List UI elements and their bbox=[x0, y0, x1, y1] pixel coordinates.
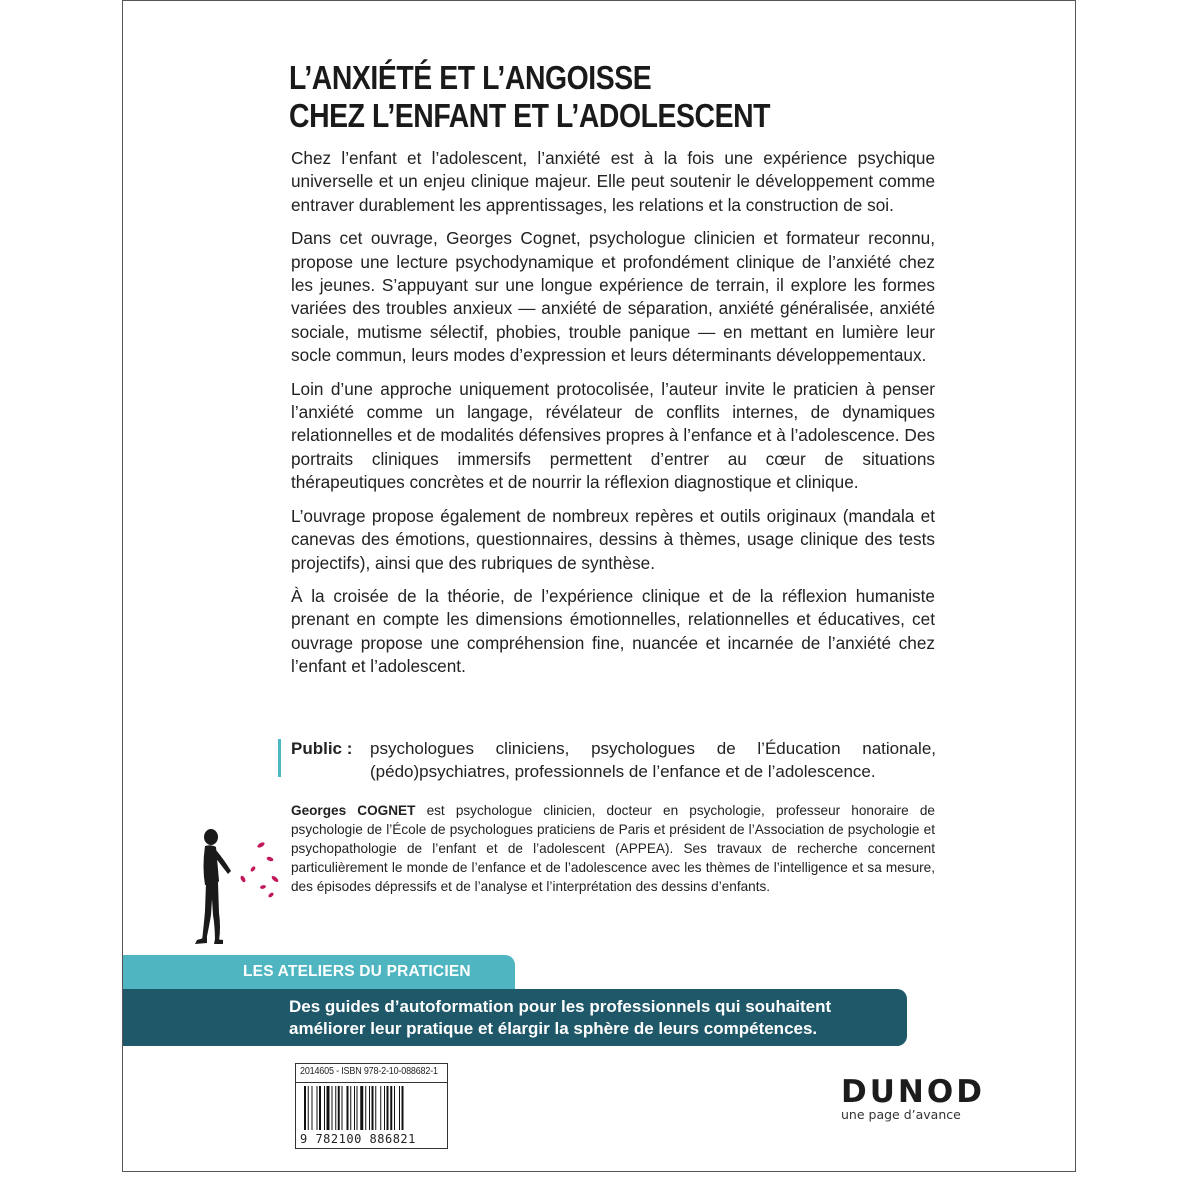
publisher-name: DUNOD bbox=[841, 1074, 985, 1110]
barcode-divider bbox=[296, 1082, 447, 1083]
isbn-line: 2014605 - ISBN 978-2-10-088682-1 bbox=[300, 1066, 438, 1077]
barcode-bar bbox=[360, 1086, 363, 1130]
barcode-bar bbox=[402, 1086, 404, 1130]
barcode-bar bbox=[387, 1086, 389, 1130]
barcode bbox=[302, 1086, 442, 1130]
walking-man-illustration bbox=[175, 823, 295, 963]
barcode-bar bbox=[327, 1086, 330, 1130]
barcode-bar bbox=[399, 1086, 400, 1130]
barcode-bar bbox=[357, 1086, 358, 1130]
author-bio-text: est psychologue clinicien, docteur en psychologie, professeur honoraire de psychologie de l’École de psychologues praticiens de Paris et président de l’Association de psychologie et psychopathologie de l’enfant et de l’adolescent (APPEA). Ses travaux de recherche concernent particulièrement le monde de l’enfance et de l’adolescence avec les thèmes de l’intelligence et sa mesure, des épisodes dépressifs et de l’analyse et l’interprétation des dessins d’enfants. bbox=[291, 803, 935, 894]
barcode-bar bbox=[335, 1086, 336, 1130]
barcode-bar bbox=[347, 1086, 349, 1130]
barcode-bar bbox=[365, 1086, 366, 1130]
barcode-bar bbox=[380, 1086, 381, 1130]
barcode-bar bbox=[390, 1086, 392, 1130]
barcode-bar bbox=[332, 1086, 333, 1130]
petals bbox=[240, 841, 280, 898]
barcode-digits: 9 782100 886821 bbox=[300, 1132, 416, 1146]
barcode-bar bbox=[369, 1086, 370, 1130]
series-tagline-box bbox=[123, 989, 907, 1046]
barcode-bar bbox=[354, 1086, 355, 1130]
barcode-bar bbox=[372, 1086, 374, 1130]
publisher-tagline: une page d’avance bbox=[841, 1107, 961, 1122]
series-name: LES ATELIERS DU PRATICIEN bbox=[243, 963, 471, 980]
audience-accent-bar bbox=[278, 739, 281, 777]
blurb-paragraph: Chez l’enfant et l’adolescent, l’anxiété est à la fois une expérience psychique universelle et un enjeu clinique majeur. Elle peut soutenir le développement comme entraver durablement les apprentissages, les relations et la construction de soi. bbox=[291, 148, 935, 215]
publisher-logo bbox=[841, 1075, 1001, 1122]
barcode-bar bbox=[308, 1086, 309, 1130]
book-back-cover bbox=[122, 0, 1076, 1172]
barcode-bar bbox=[350, 1086, 351, 1130]
blurb-paragraph: Dans cet ouvrage, Georges Cognet, psychologue clinicien et formateur reconnu, propose une lecture psychodynamique et profondément clinique de l’anxiété chez les jeunes. S’appuyant sur une longue expérience de terrain, il explore les formes variées des troubles anxieux — anxiété de séparation, anxiété généralisée, anxiété sociale, mutisme sélectif, phobies, trouble panique — en mettant en lumière leur socle commun, leurs modes d’expression et leurs déterminants développementaux. bbox=[291, 228, 935, 366]
audience-label: Public : bbox=[291, 739, 353, 758]
barcode-bar bbox=[394, 1086, 395, 1130]
silhouette bbox=[195, 829, 231, 944]
blurb-paragraph: Loin d’une approche uniquement protocolisée, l’auteur invite le praticien à penser l’anxiété comme un langage, révélateur de conflits internes, de dynamiques relationnelles et de modalités défensives propres à l’enfance et à l’adolescence. Des portraits cliniques immersifs permettent d’entrer au cœur de situations thérapeutiques concrètes et de nourrir la réflexion diagnostique et clinique. bbox=[291, 378, 935, 493]
barcode-bar bbox=[384, 1086, 385, 1130]
barcode-bar bbox=[304, 1086, 306, 1130]
author-name: Georges COGNET bbox=[291, 803, 416, 818]
audience-text: psychologues cliniciens, psychologues de l’Éducation nationale, (pédo)psychiatres, professionnels de l’enfance et de l’adolescence. bbox=[370, 739, 936, 781]
barcode-bar bbox=[312, 1086, 313, 1130]
blurb bbox=[291, 147, 935, 689]
barcode-bar bbox=[324, 1086, 325, 1130]
barcode-bar bbox=[342, 1086, 343, 1130]
title-line-2: CHEZ L’ENFANT ET L’ADOLESCENT bbox=[289, 97, 771, 134]
blurb-paragraph: L’ouvrage propose également de nombreux repères et outils originaux (mandala et canevas des émotions, questionnaires, dessins à thèmes, usage clinique des tests projectifs), ainsi que des rubriques de synthèse. bbox=[291, 505, 935, 573]
series-label-tab bbox=[123, 955, 515, 989]
barcode-bar bbox=[375, 1086, 376, 1130]
title-line-1: L’ANXIÉTÉ ET L’ANGOISSE bbox=[289, 59, 652, 96]
barcode-bar bbox=[319, 1086, 321, 1130]
barcode-bar bbox=[338, 1086, 340, 1130]
barcode-block bbox=[295, 1063, 448, 1149]
author-bio bbox=[291, 801, 935, 896]
book-title bbox=[289, 59, 891, 135]
barcode-bar bbox=[317, 1086, 318, 1130]
blurb-paragraph: À la croisée de la théorie, de l’expérience clinique et de la réflexion humaniste prenant en compte les dimensions émotionnelles, relationnelles et éducatives, cet ouvrage propose une compréhension fine, nuancée et incarnée de l’anxiété chez l’enfant et l’adolescent. bbox=[291, 585, 935, 677]
target-audience bbox=[278, 737, 938, 781]
series-tagline: Des guides d’autoformation pour les professionnels qui souhaitent améliorer leur pratique et élargir la sphère de leurs compétences. bbox=[289, 997, 832, 1038]
